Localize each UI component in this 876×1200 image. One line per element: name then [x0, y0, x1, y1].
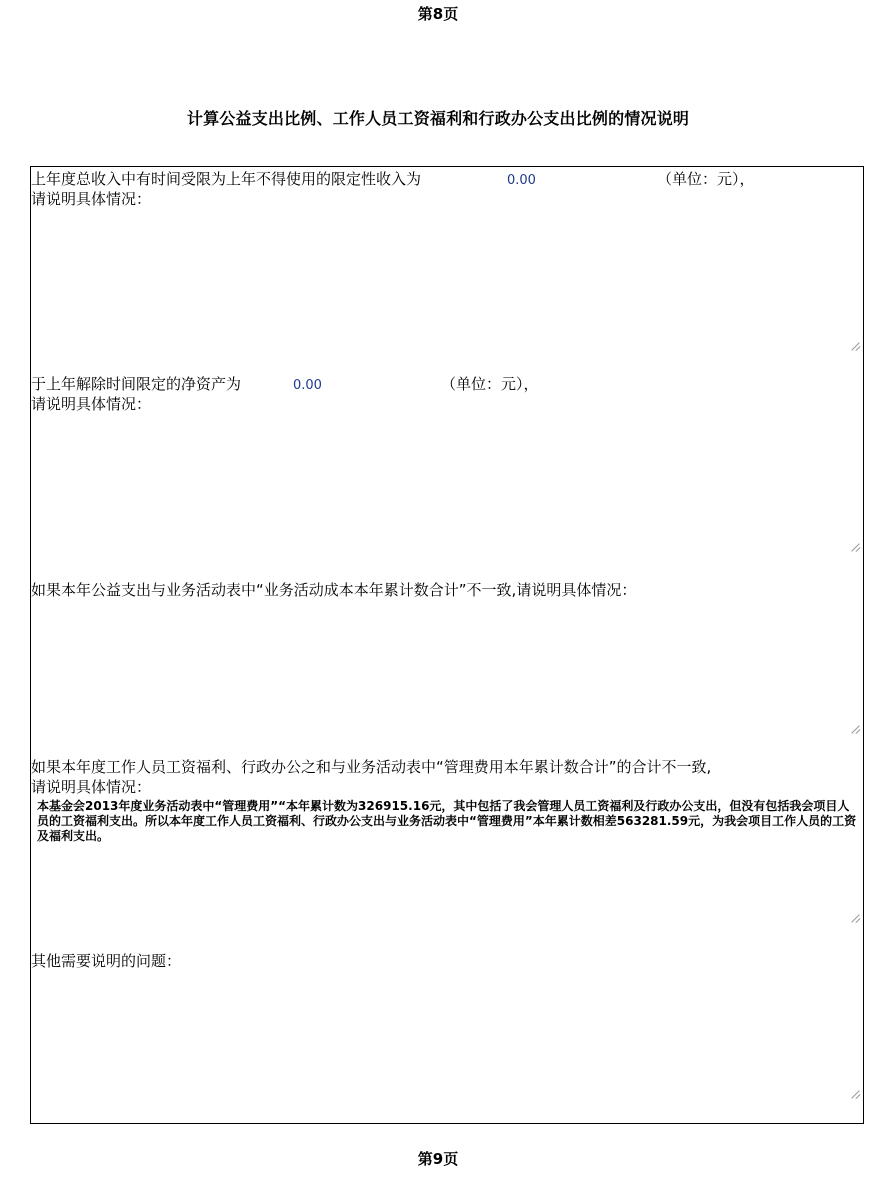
- staff-admin-prompt-2: 请说明具体情况：: [31, 778, 152, 796]
- restricted-income-resize-handle[interactable]: [850, 341, 860, 351]
- staff-admin-resize-handle[interactable]: [850, 913, 860, 923]
- released-assets-line: [31, 374, 863, 394]
- released-assets-unit: （单位：元），: [441, 375, 539, 393]
- public-welfare-section: [31, 580, 863, 748]
- public-welfare-resize-handle[interactable]: [850, 724, 860, 734]
- released-assets-value[interactable]: 0.00: [293, 378, 322, 393]
- page-number-top: 第8页: [417, 5, 459, 23]
- document-title: 计算公益支出比例、工作人员工资福利和行政办公支出比例的情况说明: [186, 109, 690, 128]
- other-section: [31, 951, 863, 1111]
- public-welfare-prompt: 如果本年公益支出与业务活动表中“业务活动成本本年累计数合计”不一致,请说明具体情况：: [31, 581, 637, 599]
- released-assets-prompt: 请说明具体情况：: [31, 395, 152, 413]
- other-prompt: 其他需要说明的问题：: [31, 952, 182, 970]
- restricted-income-section: [31, 169, 863, 351]
- released-assets-label: 于上年解除时间限定的净资产为: [31, 375, 242, 393]
- public-welfare-textarea[interactable]: [31, 600, 863, 748]
- page-number-bottom: 第9页: [417, 1150, 459, 1168]
- restricted-income-label: 上年度总收入中有时间受限为上年不得使用的限定性收入为: [31, 170, 422, 188]
- restricted-income-line: [31, 169, 863, 189]
- staff-admin-textarea[interactable]: 本基金会2013年度业务活动表中“管理费用”“本年累计数为326915.16元，其中包括了我会管理人员工资福利及行政办公支出，但没有包括我会项目人员的工资福利支出。所以本年度工作人员工资福利、行政办公支出与业务活动表中“管理费用”本年累计数相差563281.59元，为我会项目工作人员的工资及福利支出。: [37, 799, 857, 843]
- restricted-income-textarea[interactable]: [31, 209, 863, 351]
- staff-admin-prompt: 如果本年度工作人员工资福利、行政办公之和与业务活动表中“管理费用本年累计数合计”的合计不一致,: [31, 758, 712, 776]
- restricted-income-unit: （单位：元），: [657, 170, 755, 188]
- released-assets-textarea[interactable]: [31, 414, 863, 550]
- released-assets-section: [31, 374, 863, 550]
- other-resize-handle[interactable]: [850, 1089, 860, 1099]
- released-assets-resize-handle[interactable]: [850, 542, 860, 552]
- restricted-income-prompt: 请说明具体情况：: [31, 190, 152, 208]
- explanation-form: [30, 166, 864, 1124]
- staff-admin-section: [31, 757, 863, 917]
- restricted-income-value[interactable]: 0.00: [507, 173, 536, 188]
- other-textarea[interactable]: [31, 971, 863, 1111]
